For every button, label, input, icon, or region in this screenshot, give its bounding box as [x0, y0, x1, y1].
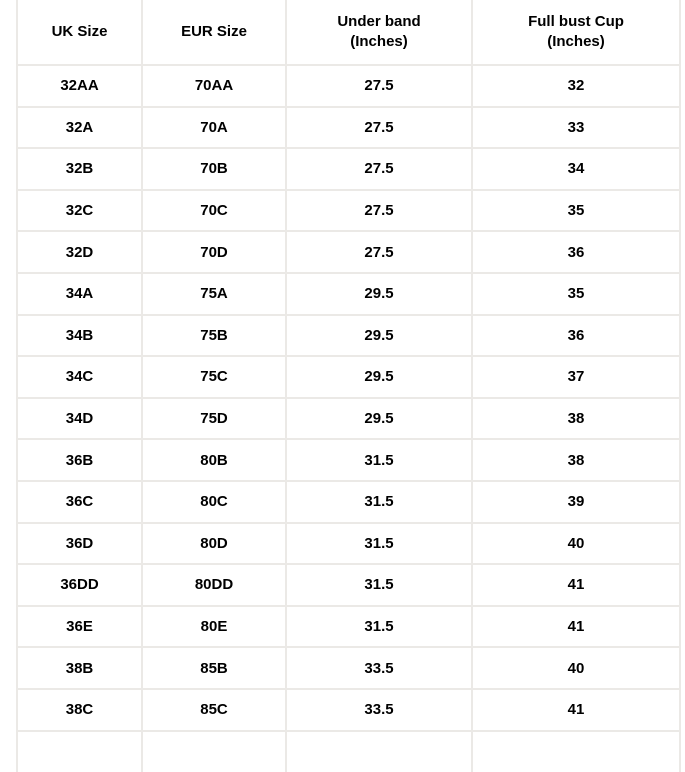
- table-cell-full-bust-cup: 38: [473, 399, 681, 441]
- table-header-row: [18, 0, 681, 66]
- table-cell-under-band: 31.5: [287, 524, 473, 566]
- table-cell-eur-size: 80E: [143, 607, 287, 649]
- table-row: [18, 607, 681, 649]
- table-cell-under-band: 27.5: [287, 232, 473, 274]
- table-cell-full-bust-cup: 41: [473, 607, 681, 649]
- table-cell-full-bust-cup: 38: [473, 440, 681, 482]
- table-cell-eur-size: 75C: [143, 357, 287, 399]
- table-cell-uk-size: [18, 732, 143, 772]
- table-row: [18, 399, 681, 441]
- table-row: [18, 274, 681, 316]
- table-cell-under-band: 27.5: [287, 66, 473, 108]
- table-cell-eur-size: 70AA: [143, 66, 287, 108]
- table-cell-full-bust-cup: 35: [473, 274, 681, 316]
- table-row: [18, 565, 681, 607]
- table-row: [18, 690, 681, 732]
- table-row: [18, 524, 681, 566]
- table-row: [18, 108, 681, 150]
- column-header-line1: Under band: [337, 13, 421, 30]
- table-cell-eur-size: 80C: [143, 482, 287, 524]
- column-header-line1: UK Size: [51, 23, 108, 40]
- table-row: [18, 357, 681, 399]
- table-row: [18, 66, 681, 108]
- column-header-line2: (Inches): [547, 33, 605, 50]
- table-cell-uk-size: 38B: [18, 648, 143, 690]
- table-cell-eur-size: 80B: [143, 440, 287, 482]
- table-cell-under-band: 31.5: [287, 565, 473, 607]
- table-cell-eur-size: 70D: [143, 232, 287, 274]
- table-cell-under-band: 33.5: [287, 648, 473, 690]
- table-cell-eur-size: 80D: [143, 524, 287, 566]
- table-cell-full-bust-cup: 34: [473, 149, 681, 191]
- table-cell-eur-size: 70A: [143, 108, 287, 150]
- table-cell-uk-size: 36E: [18, 607, 143, 649]
- table-cell-uk-size: 32B: [18, 149, 143, 191]
- table-cell-under-band: 33.5: [287, 690, 473, 732]
- table-cell-eur-size: 80DD: [143, 565, 287, 607]
- table-cell-uk-size: 34B: [18, 316, 143, 358]
- table-row: [18, 191, 681, 233]
- table-cell-full-bust-cup: 32: [473, 66, 681, 108]
- column-header-under-band: [287, 0, 473, 66]
- table-row: [18, 440, 681, 482]
- table-cell-under-band: 27.5: [287, 191, 473, 233]
- table-cell-uk-size: 34D: [18, 399, 143, 441]
- table-cell-under-band: 31.5: [287, 440, 473, 482]
- table-cell-under-band: 29.5: [287, 399, 473, 441]
- table-cell-eur-size: 85C: [143, 690, 287, 732]
- table-cell-full-bust-cup: 36: [473, 232, 681, 274]
- table-cell-uk-size: 36D: [18, 524, 143, 566]
- table-cell-uk-size: 34A: [18, 274, 143, 316]
- table-row: [18, 149, 681, 191]
- column-header-line2: (Inches): [350, 33, 408, 50]
- table-cell-eur-size: [143, 732, 287, 772]
- table-row: [18, 232, 681, 274]
- table-cell-uk-size: 32A: [18, 108, 143, 150]
- table-cell-uk-size: 36B: [18, 440, 143, 482]
- table-cell-uk-size: 32C: [18, 191, 143, 233]
- column-header-full-bust-cup: [473, 0, 681, 66]
- table-cell-uk-size: 36C: [18, 482, 143, 524]
- table-cell-uk-size: 32D: [18, 232, 143, 274]
- table-cell-full-bust-cup: 33: [473, 108, 681, 150]
- table-cell-full-bust-cup: 35: [473, 191, 681, 233]
- table-row: [18, 648, 681, 690]
- table-cell-eur-size: 70B: [143, 149, 287, 191]
- table-cell-eur-size: 75A: [143, 274, 287, 316]
- table-cell-full-bust-cup: [473, 732, 681, 772]
- table-cell-eur-size: 85B: [143, 648, 287, 690]
- column-header-eur-size: [143, 0, 287, 66]
- table-cell-uk-size: 38C: [18, 690, 143, 732]
- table-row: [18, 482, 681, 524]
- table-cell-under-band: 27.5: [287, 149, 473, 191]
- size-conversion-table: [16, 0, 681, 772]
- table-cell-under-band: 31.5: [287, 482, 473, 524]
- table-cell-full-bust-cup: 41: [473, 565, 681, 607]
- table-cell-full-bust-cup: 41: [473, 690, 681, 732]
- column-header-line1: Full bust Cup: [528, 13, 624, 30]
- table-cell-under-band: 29.5: [287, 316, 473, 358]
- table-cell-under-band: [287, 732, 473, 772]
- table-cell-under-band: 31.5: [287, 607, 473, 649]
- table-cell-under-band: 29.5: [287, 357, 473, 399]
- table-cell-full-bust-cup: 40: [473, 648, 681, 690]
- size-conversion-table-container: [16, 0, 681, 772]
- table-cell-eur-size: 70C: [143, 191, 287, 233]
- table-cell-uk-size: 36DD: [18, 565, 143, 607]
- table-cell-eur-size: 75B: [143, 316, 287, 358]
- table-row: [18, 316, 681, 358]
- table-row-partial: [18, 732, 681, 772]
- table-cell-full-bust-cup: 39: [473, 482, 681, 524]
- table-cell-uk-size: 32AA: [18, 66, 143, 108]
- table-cell-eur-size: 75D: [143, 399, 287, 441]
- table-cell-uk-size: 34C: [18, 357, 143, 399]
- table-cell-full-bust-cup: 40: [473, 524, 681, 566]
- column-header-line1: EUR Size: [181, 23, 247, 40]
- table-cell-under-band: 27.5: [287, 108, 473, 150]
- table-cell-under-band: 29.5: [287, 274, 473, 316]
- table-cell-full-bust-cup: 37: [473, 357, 681, 399]
- column-header-uk-size: [18, 0, 143, 66]
- table-cell-full-bust-cup: 36: [473, 316, 681, 358]
